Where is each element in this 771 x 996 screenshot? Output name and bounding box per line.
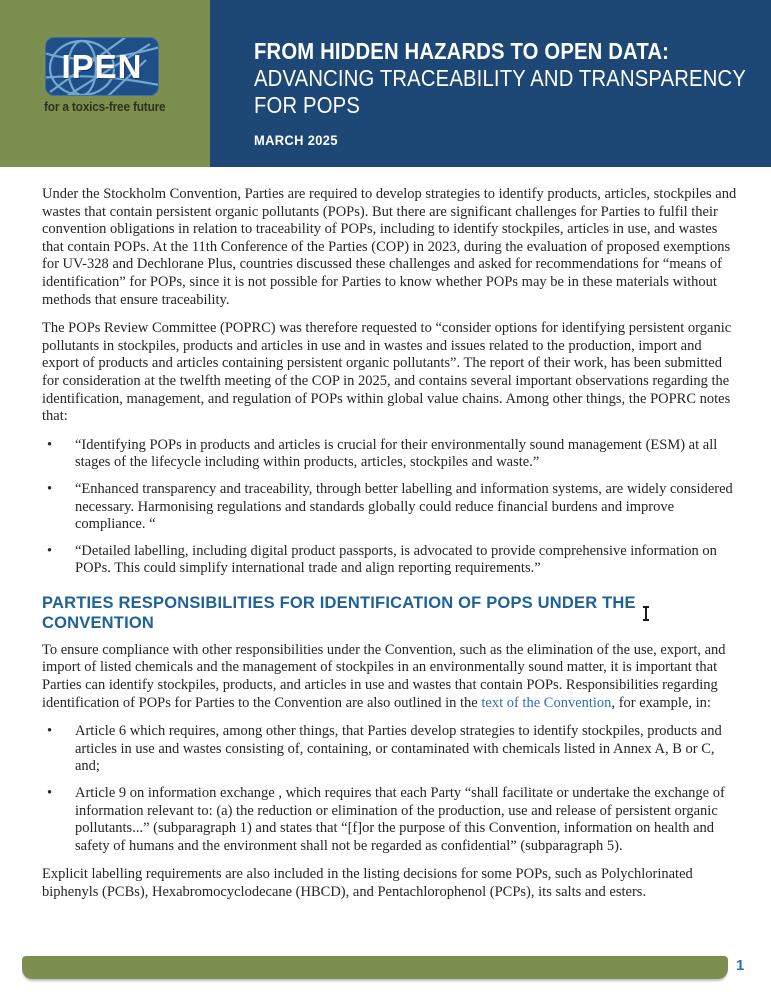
text-cursor xyxy=(645,606,647,621)
document-date: MARCH 2025 xyxy=(254,132,338,148)
list-item: • “Enhanced transparency and traceability, through better labelling and information systems, are widely considered necessary. Harmonising regulations and standards globally could reduce financial burdens and improve compliance. “ xyxy=(75,481,737,534)
header-title-panel xyxy=(210,0,771,167)
poprc-observations-list xyxy=(42,437,737,578)
convention-text-link[interactable]: text of the Convention xyxy=(481,694,612,711)
list-item: • “Identifying POPs in products and articles is crucial for their environmentally sound management (ESM) at all stages of the lifecycle including within products, articles, stockpiles and waste.” xyxy=(75,437,737,472)
title-line-3: FOR POPS xyxy=(254,92,360,118)
paragraph-labelling: Explicit labelling requirements are also included in the listing decisions for some POPs, such as Polychlorinated biphenyls (PCBs), Hexabromocyclodecane (HBCD), and Pentachlorophenol (PCPs), its salts and esters. xyxy=(42,866,693,900)
paragraph-intro: Under the Stockholm Convention, Parties are required to develop strategies to identify products, articles, stockpiles and wastes that contain persistent organic pollutants (POPs). But there are significant challenges for Parties to fulfil their convention obligations in relation to traceability of POPs, including to identify stockpiles, articles in use, and wastes that contain POPs. At the 11th Conference of the Parties (COP) in 2023, during the evaluation of proposed exemptions for UV-328 and Dechlorane Plus, countries discussed these challenges and asked for recommendations for “means of identification” for POPs, since it is not possible for Parties to know whether POPs may be in these materials without methods that ensure traceability. xyxy=(42,186,737,308)
paragraph-text: To ensure compliance with other responsibilities under the Convention, such as the elimination of the use, export, and import of listed chemicals and the management of stockpiles in an environmentally sound matter, it is important that Parties can identify stockpiles, products, and articles in use and wastes that contain POPs. Responsibilities regarding identification of POPs for Parties to the Convention are also outlined in the xyxy=(42,641,726,711)
paragraph-responsibilities xyxy=(42,642,737,712)
section-heading: PARTIES RESPONSIBILITIES FOR IDENTIFICATION OF POPS UNDER THE CONVENTION xyxy=(42,593,636,632)
convention-articles-list xyxy=(42,723,737,855)
header-left-panel xyxy=(0,0,210,167)
page-number: 1 xyxy=(736,957,745,974)
document-title xyxy=(254,38,771,119)
footer-bar xyxy=(22,956,728,979)
ipen-logo-text: IPEN xyxy=(61,48,143,85)
paragraph-poprc: The POPs Review Committee (POPRC) was therefore requested to “consider options for identifying persistent organic pollutants in stockpiles, products and articles in use and in wastes and issues related to the production, import and export of products and articles containing persistent organic pollutants”. The report of their work, has been submitted for consideration at the twelfth meeting of the COP in 2025, and contains several important observations regarding the identification, management, and regulation of POPs within global value chains. Among other things, the POPRC notes that: xyxy=(42,320,732,425)
ipen-logo-tagline: for a toxics-free future xyxy=(44,100,166,114)
title-line-1: FROM HIDDEN HAZARDS TO OPEN DATA: xyxy=(254,38,670,64)
ipen-logo xyxy=(45,37,159,96)
document-body xyxy=(42,186,737,913)
title-line-2: ADVANCING TRACEABILITY AND TRANSPARENCY xyxy=(254,65,747,91)
list-item: • “Detailed labelling, including digital product passports, is advocated to provide comprehensive information on POPs. This could simplify international trade and align reporting requirements.” xyxy=(75,543,737,578)
paragraph-text: , for example, in: xyxy=(611,694,711,711)
list-item: • Article 9 on information exchange , which requires that each Party “shall facilitate or undertake the exchange of information relevant to: (a) the reduction or elimination of the production, use and release of persistent organic pollutants...” (subparagraph 1) and states that “[f]or the purpose of this Convention, information on health and safety of humans and the environment shall not be regarded as confidential” (subparagraph 5). xyxy=(75,785,737,855)
list-item: • Article 6 which requires, among other things, that Parties develop strategies to identify stockpiles, products and articles in use and wastes consisting of, containing, or contaminated with chemicals listed in Annex A, B or C, and; xyxy=(75,723,737,776)
